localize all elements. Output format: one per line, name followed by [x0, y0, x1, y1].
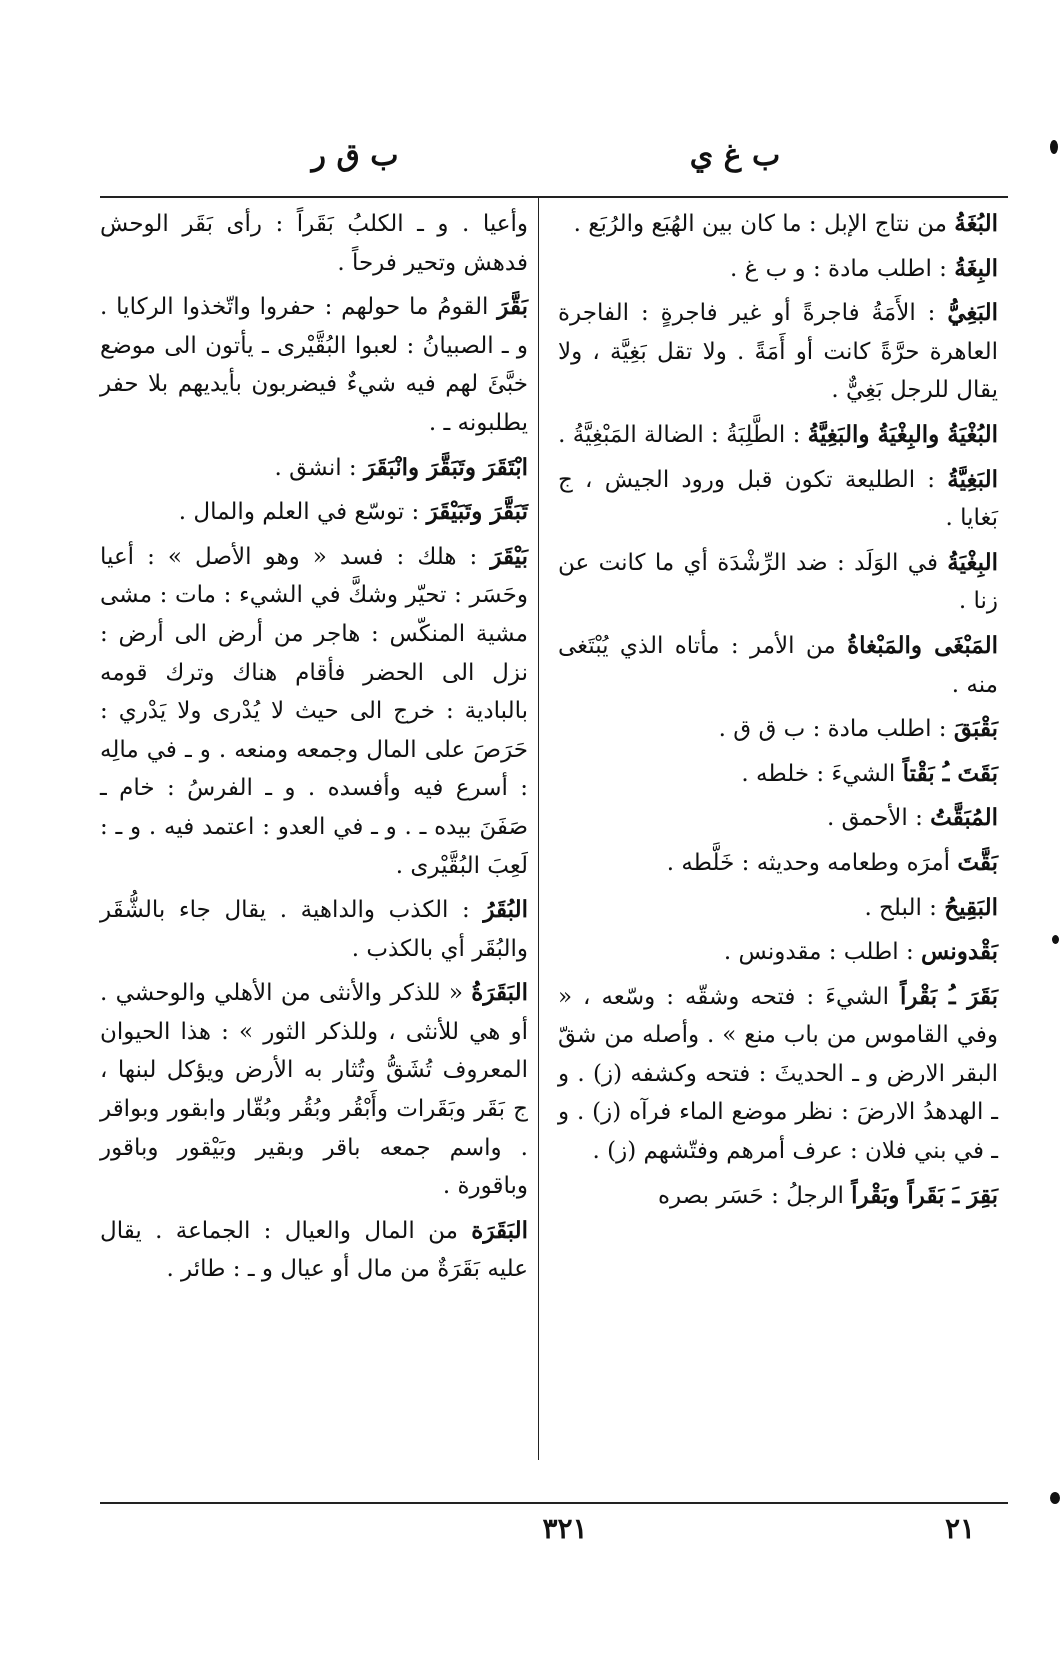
- headword: المُبَقَّتُ: [930, 804, 998, 832]
- definition: الشيءَ : خلطه .: [741, 760, 903, 787]
- entry: [558, 461, 998, 538]
- definition: من الأمر : مأتاه الذي يُبْتَغى منه .: [558, 632, 998, 698]
- page-number-left: ٣٢١: [542, 1512, 588, 1545]
- entry: [558, 710, 998, 749]
- scan-mark: [1050, 1492, 1060, 1504]
- definition: من المال والعيال : الجماعة . يقال عليه بَقَرَةٌ من مال أو عيال و ـ : طائر .: [100, 1217, 528, 1283]
- entry: [100, 891, 528, 968]
- headword: تَبَقَّرَ وتَبَيْقَرَ: [426, 498, 528, 526]
- entry: [100, 288, 528, 442]
- entry: [558, 978, 998, 1171]
- column-divider: [538, 198, 539, 1460]
- entry: [558, 844, 998, 883]
- definition: أمرَه وطعامه وحديثه : خَلَّطه .: [666, 849, 958, 876]
- entry: [558, 799, 998, 838]
- definition: الرجلُ : حَسَر بصره: [657, 1182, 852, 1209]
- headword: البِغْيَةُ: [947, 548, 998, 576]
- headword: بَقَتَ ـُ بَقْتاً: [902, 759, 998, 787]
- entry: [558, 205, 998, 244]
- headword: بَقْدونس: [921, 938, 998, 966]
- headword: البِغَةُ: [954, 254, 998, 282]
- headword: البُغْيَةُ والبِغْيَةُ والبَغِيَّةُ: [807, 420, 998, 448]
- right-column: [558, 205, 998, 1221]
- headword: بَقِرَ ـَ بَقَراً وبَقْراً: [851, 1181, 998, 1209]
- headword: بَقَرَ ـُ بَقْراً: [900, 982, 998, 1010]
- entry: [100, 974, 528, 1206]
- definition: : البلح .: [864, 894, 945, 921]
- entry: [558, 627, 998, 704]
- entry: [100, 538, 528, 885]
- headword: بَيْقَرَ: [490, 542, 528, 570]
- entry: [558, 250, 998, 289]
- entry: [558, 755, 998, 794]
- headword: المَبْغَى والمَبْغاةُ: [847, 631, 998, 659]
- root-header-right: ب غ ي: [689, 138, 781, 173]
- headword: البَقَرَةُ: [471, 979, 528, 1007]
- entry: [558, 1177, 998, 1216]
- definition: « للذكر والأنثى من الأهلي والوحشي . أو هي للأنثى ، وللذكر الثور » : هذا الحيوان المعروف تُشَقُّ وتُثار به الأرض ويؤكل لبنها ، ج بَقَر وبَقَرات وأَبْقُر وبُقُر وبُقّار وابقور وبواقر . واسم جمعه باقر وبقير وبَيْقور وباقور وباقورة .: [100, 980, 528, 1200]
- headword: ابْتَقَرَ وتَبَقَّرَ وانْبَقَرَ: [363, 453, 528, 481]
- entry: [100, 449, 528, 488]
- entry: [100, 205, 528, 282]
- scan-mark: [1050, 140, 1058, 154]
- definition: : الأحمق .: [826, 805, 931, 832]
- definition: وأعيا . و ـ الكلبُ بَقَراً : رأى بَقَر الوحش فدهش وتحير فرحاً .: [100, 211, 528, 276]
- headword: البَقَرَة: [471, 1216, 528, 1244]
- entry: [558, 294, 998, 410]
- definition: : انشق .: [274, 454, 364, 481]
- entry: [100, 493, 528, 532]
- definition: : اطلب مادة : و ب غ .: [729, 255, 955, 282]
- top-rule: [100, 196, 1008, 198]
- bottom-rule: [100, 1502, 1008, 1504]
- headword: البَغِيَّةُ: [947, 465, 998, 493]
- definition: : اطلب : مقدونس .: [723, 939, 922, 966]
- entry: [100, 1212, 528, 1289]
- definition: : الكذب والداهية . يقال جاء بالشُّقَر والبُقَر أي بالكذب .: [100, 897, 528, 962]
- headword: البُغَةُ: [954, 210, 998, 237]
- entry: [558, 544, 998, 621]
- definition: في الوَلَد : ضد الرِّشْدَة أي ما كانت عن زنا .: [558, 549, 998, 615]
- definition: : هلك : فسد « وهو الأصل » : أعيا وحَسَر : تحيّر وشكَّ في الشيء : مات : مشى مشية المنكّس : هاجر من أرض الى أرض : نزل الى الحضر فأقام هناك وترك قومه بالبادية : خرج الى حيث لا يُدْرى ولا يَدْري : حَرَصَ على المال وجمعه ومنعه . و ـ في مالِه : أسرع فيه وأفسده . و ـ الفرسُ : خام ـ صَفَنَ بيده ـ . و ـ في العدو : اعتمد فيه . و ـ : لَعِبَ البُقَّيْرى .: [100, 543, 528, 879]
- page-number-right: ٢١: [944, 1512, 976, 1545]
- left-column: [100, 205, 528, 1295]
- definition: : توسّع في العلم والمال .: [178, 499, 427, 526]
- definition: : الأَمَةُ فاجرةً أو غير فاجرةٍ : الفاجرة العاهرة حرَّةً كانت أو أَمَةً . ولا تقل بَغِيَّة ، ولا يقال للرجل بَغِيٌّ .: [558, 300, 998, 404]
- headword: البُقَرُ: [483, 896, 528, 924]
- root-header-left: ب ق ر: [311, 138, 399, 173]
- definition: : الطَّلِبَةُ : الضالة المَبْغِيَّةُ .: [558, 421, 808, 448]
- definition: : اطلب مادة : ب ق ق .: [718, 716, 954, 743]
- definition: القومُ ما حولهم : حفروا واتّخذوا الركايا . و ـ الصبيانُ : لعبوا البُقَّيْرى ـ يأتون الى موضع خبَّئَ لهم فيه شيءٌ فيضربون بأيديهم بلا حفر يطلبونه ـ .: [100, 294, 528, 436]
- definition: : الطليعة تكون قبل ورود الجيش ، ج بَغايا .: [558, 466, 998, 532]
- headword: بَقَّتَ: [957, 848, 998, 876]
- entry: [558, 889, 998, 928]
- entry: [558, 933, 998, 972]
- headword: بَقَّرَ: [497, 293, 528, 321]
- headword: بَقْبَقَ: [953, 715, 998, 743]
- definition: الشيءَ : فتحه وشقّه : وسّعه ، « وفي القاموس من باب منع » . وأصله من شقّ البقر الارض و ـ الحديثَ : فتحه وكشفه (ز) . و ـ الهدهدُ الارضَ : نظر موضع الماء فرآه (ز) . و ـ في بني فلان : عرف أمرهم وفتّشهم (ز) .: [558, 983, 998, 1165]
- entry: [558, 416, 998, 455]
- headword: البَغِيُّ: [947, 299, 998, 327]
- scan-mark: [1052, 935, 1059, 944]
- headword: البَقِيحُ: [944, 893, 998, 921]
- definition: من نتاج الإبل : ما كان بين الهُبَع والرُبَع .: [573, 211, 955, 237]
